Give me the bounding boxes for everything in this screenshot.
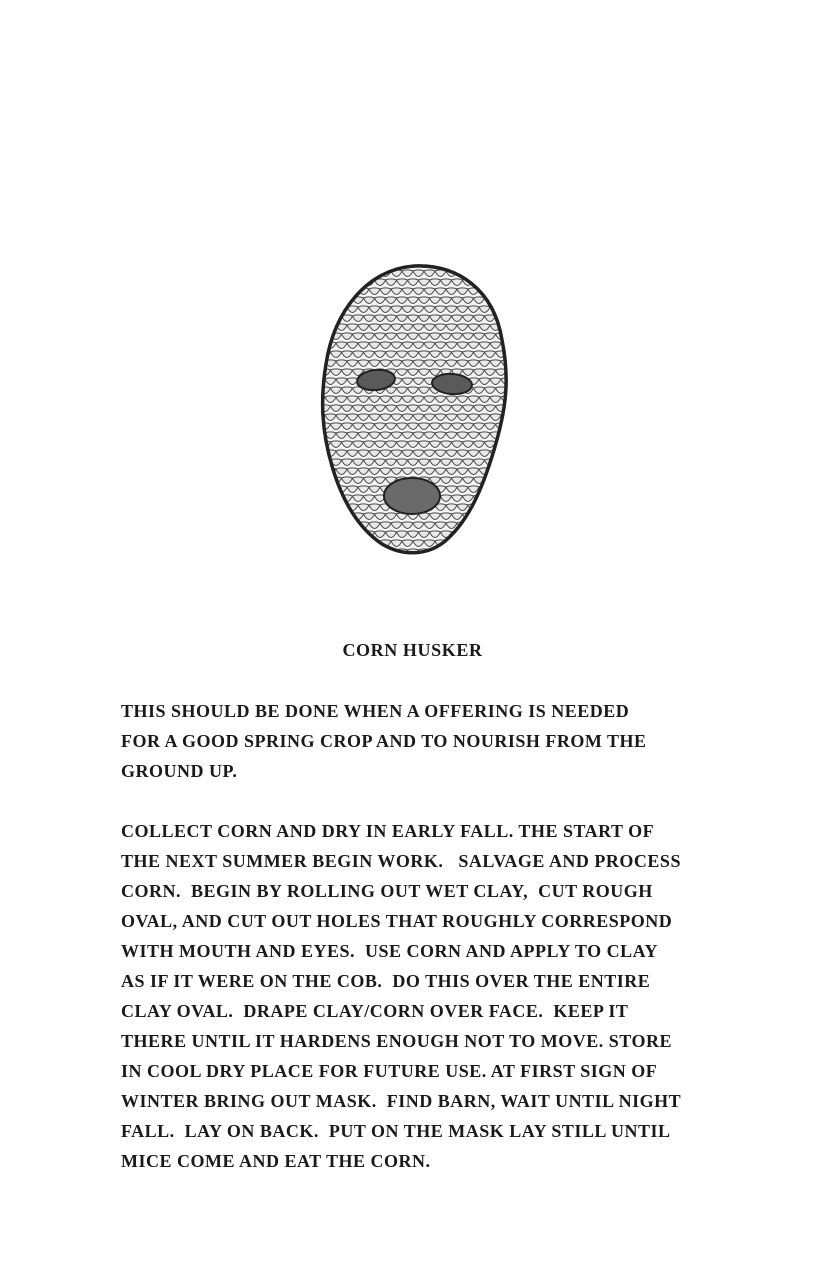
corn-kernel — [435, 558, 446, 560]
corn-kernel — [462, 549, 473, 556]
corn-kernel — [424, 558, 435, 560]
corn-kernel — [325, 540, 336, 547]
corn-kernel — [352, 531, 363, 538]
corn-kernel — [374, 261, 385, 268]
corn-kernel — [490, 504, 501, 511]
corn-kernel — [468, 270, 479, 277]
corn-kernel — [341, 261, 352, 268]
corn-kernel — [473, 531, 484, 538]
corn-kernel — [495, 495, 506, 502]
corn-kernel — [325, 270, 336, 277]
corn-kernel — [319, 315, 330, 322]
corn-kernel — [336, 270, 347, 277]
corn-kernel — [506, 333, 510, 340]
corn-mask-illustration — [318, 260, 510, 560]
text-line: GROUND UP. — [121, 761, 238, 781]
corn-kernel — [319, 261, 330, 268]
corn-kernel — [318, 468, 325, 475]
corn-kernel — [318, 549, 320, 556]
corn-kernel — [446, 558, 457, 560]
corn-kernel — [358, 558, 369, 560]
corn-kernel — [506, 513, 510, 520]
corn-kernel — [318, 306, 325, 313]
corn-kernel — [495, 513, 506, 520]
text-line: COLLECT CORN AND DRY IN EARLY FALL. THE START OF — [121, 821, 655, 841]
corn-kernel — [318, 288, 325, 295]
corn-kernel — [402, 558, 413, 560]
corn-kernel — [501, 558, 510, 560]
corn-kernel — [495, 549, 506, 556]
corn-kernel — [318, 405, 320, 412]
corn-kernel — [325, 306, 336, 313]
corn-kernel — [462, 531, 473, 538]
corn-kernel — [506, 495, 510, 502]
corn-kernel — [318, 495, 320, 502]
corn-kernel — [506, 441, 510, 448]
corn-kernel — [318, 297, 320, 304]
corn-kernel — [318, 504, 325, 511]
corn-kernel — [462, 261, 473, 268]
corn-kernel — [318, 279, 320, 286]
corn-kernel — [318, 315, 320, 322]
corn-kernel — [506, 297, 510, 304]
corn-kernel — [413, 558, 424, 560]
corn-kernel — [369, 558, 380, 560]
corn-kernel — [479, 504, 490, 511]
corn-kernel — [501, 522, 510, 529]
corn-kernel — [330, 279, 341, 286]
text-line: THIS SHOULD BE DONE WHEN A OFFERING IS NEEDED — [121, 701, 630, 721]
corn-kernel — [501, 540, 510, 547]
instructions-paragraph — [121, 816, 721, 1176]
text-line: CORN. BEGIN BY ROLLING OUT WET CLAY, CUT ROUGH — [121, 881, 653, 901]
text-line: OVAL, AND CUT OUT HOLES THAT ROUGHLY CORRESPOND — [121, 911, 673, 931]
corn-kernel — [336, 522, 347, 529]
corn-kernel — [325, 504, 336, 511]
intro-paragraph — [121, 696, 721, 786]
corn-kernel — [473, 261, 484, 268]
corn-kernel — [336, 288, 347, 295]
corn-kernel — [501, 450, 510, 457]
corn-kernel — [490, 486, 501, 493]
corn-kernel — [336, 540, 347, 547]
corn-kernel — [318, 486, 325, 493]
corn-kernel — [330, 549, 341, 556]
corn-kernel — [484, 279, 495, 286]
corn-kernel — [495, 297, 506, 304]
corn-kernel — [318, 270, 325, 277]
corn-kernel — [341, 549, 352, 556]
corn-kernel — [506, 549, 510, 556]
corn-kernel — [479, 540, 490, 547]
corn-kernel — [490, 540, 501, 547]
corn-kernel — [319, 495, 330, 502]
corn-kernel — [506, 459, 510, 466]
corn-kernel — [468, 558, 479, 560]
corn-kernel — [490, 270, 501, 277]
corn-kernel — [457, 558, 468, 560]
corn-kernel — [490, 522, 501, 529]
corn-kernel — [374, 549, 385, 556]
corn-kernel — [318, 342, 325, 349]
corn-kernel — [479, 270, 490, 277]
corn-kernel — [318, 324, 325, 331]
corn-kernel — [319, 549, 330, 556]
corn-kernel — [501, 486, 510, 493]
text-line: WINTER BRING OUT MASK. FIND BARN, WAIT UNTIL NIGHT — [121, 1091, 682, 1111]
corn-kernel — [318, 522, 325, 529]
corn-kernel — [363, 261, 374, 268]
corn-kernel — [484, 261, 495, 268]
corn-kernel — [318, 450, 325, 457]
corn-kernel — [484, 549, 495, 556]
text-line: THERE UNTIL IT HARDENS ENOUGH NOT TO MOVE. STORE — [121, 1031, 672, 1051]
corn-kernel — [495, 531, 506, 538]
text-line: FOR A GOOD SPRING CROP AND TO NOURISH FROM THE — [121, 731, 647, 751]
corn-kernel — [506, 423, 510, 430]
corn-kernel — [318, 558, 325, 560]
corn-kernel — [506, 477, 510, 484]
corn-kernel — [319, 513, 330, 520]
corn-kernel — [501, 324, 510, 331]
corn-kernel — [319, 531, 330, 538]
corn-kernel — [318, 459, 320, 466]
corn-kernel — [501, 432, 510, 439]
corn-kernel — [318, 477, 320, 484]
corn-kernel — [506, 531, 510, 538]
corn-kernel — [325, 522, 336, 529]
corn-kernel — [501, 306, 510, 313]
corn-kernel — [484, 513, 495, 520]
corn-kernel — [330, 531, 341, 538]
corn-kernel — [495, 279, 506, 286]
corn-kernel — [318, 441, 320, 448]
corn-kernel — [501, 270, 510, 277]
corn-kernel — [318, 351, 320, 358]
corn-kernel — [341, 513, 352, 520]
corn-kernel — [468, 522, 479, 529]
corn-kernel — [352, 279, 363, 286]
corn-kernel — [319, 279, 330, 286]
corn-kernel — [363, 549, 374, 556]
text-line: WITH MOUTH AND EYES. USE CORN AND APPLY TO CLAY — [121, 941, 658, 961]
corn-kernel — [341, 531, 352, 538]
text-line: IN COOL DRY PLACE FOR FUTURE USE. AT FIRST SIGN OF — [121, 1061, 658, 1081]
corn-kernel — [506, 279, 510, 286]
corn-kernel — [501, 504, 510, 511]
text-line: THE NEXT SUMMER BEGIN WORK. SALVAGE AND PROCESS — [121, 851, 681, 871]
corn-kernel — [318, 333, 320, 340]
corn-kernel — [490, 288, 501, 295]
corn-kernel — [495, 261, 506, 268]
corn-kernel — [319, 333, 330, 340]
corn-kernel — [318, 387, 320, 394]
corn-kernel — [325, 558, 336, 560]
corn-kernel — [490, 468, 501, 475]
corn-kernel — [468, 540, 479, 547]
corn-kernel — [319, 477, 330, 484]
corn-kernel — [318, 531, 320, 538]
text-line: FALL. LAY ON BACK. PUT ON THE MASK LAY STILL UNTIL — [121, 1121, 671, 1141]
mouth-hole — [384, 478, 440, 514]
corn-kernel — [358, 270, 369, 277]
corn-kernel — [318, 423, 320, 430]
text-line: MICE COME AND EAT THE CORN. — [121, 1151, 431, 1171]
corn-kernel — [325, 288, 336, 295]
text-line: AS IF IT WERE ON THE COB. DO THIS OVER THE ENTIRE — [121, 971, 651, 991]
corn-kernel — [358, 540, 369, 547]
corn-kernel — [457, 540, 468, 547]
corn-kernel — [318, 261, 320, 268]
corn-kernel — [319, 297, 330, 304]
corn-kernel — [385, 261, 396, 268]
corn-kernel — [506, 405, 510, 412]
corn-kernel — [347, 522, 358, 529]
corn-kernel — [341, 279, 352, 286]
corn-kernel — [330, 513, 341, 520]
corn-kernel — [451, 549, 462, 556]
corn-kernel — [451, 261, 462, 268]
corn-kernel — [318, 513, 320, 520]
corn-kernel — [352, 549, 363, 556]
corn-kernel — [506, 315, 510, 322]
corn-kernel — [330, 297, 341, 304]
corn-kernel — [347, 558, 358, 560]
corn-kernel — [506, 351, 510, 358]
corn-kernel — [479, 558, 490, 560]
corn-kernel — [318, 369, 320, 376]
page-title: CORN HUSKER — [342, 640, 483, 660]
corn-kernel — [347, 270, 358, 277]
corn-kernel — [330, 261, 341, 268]
corn-kernel — [473, 549, 484, 556]
corn-kernel — [484, 531, 495, 538]
corn-kernel — [501, 468, 510, 475]
corn-kernel — [318, 540, 325, 547]
corn-kernel — [495, 459, 506, 466]
corn-kernel — [479, 522, 490, 529]
corn-kernel — [330, 495, 341, 502]
corn-kernel — [336, 504, 347, 511]
corn-kernel — [506, 261, 510, 268]
corn-kernel — [440, 261, 451, 268]
corn-kernel — [473, 513, 484, 520]
corn-kernel — [501, 288, 510, 295]
corn-kernel — [336, 558, 347, 560]
corn-kernel — [380, 558, 391, 560]
corn-kernel — [495, 477, 506, 484]
corn-kernel — [484, 495, 495, 502]
corn-kernel — [352, 261, 363, 268]
corn-kernel — [391, 558, 402, 560]
text-line: CLAY OVAL. DRAPE CLAY/CORN OVER FACE. KEEP IT — [121, 1001, 629, 1021]
corn-kernel — [325, 486, 336, 493]
corn-kernel — [347, 540, 358, 547]
corn-kernel — [440, 549, 451, 556]
corn-kernel — [490, 558, 501, 560]
